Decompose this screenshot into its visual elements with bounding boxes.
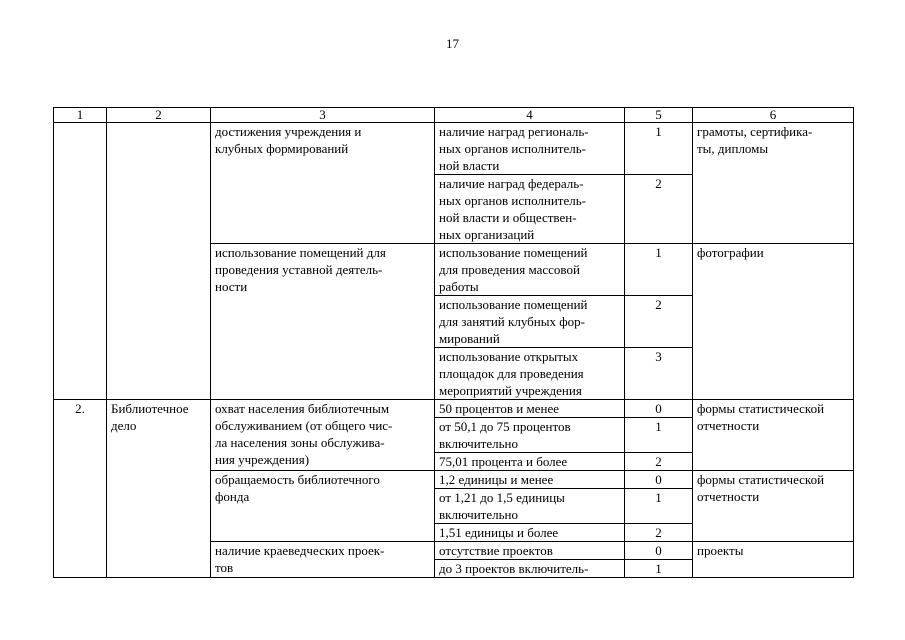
score-cell: 0 [625, 471, 693, 489]
indicator-cell: от 1,21 до 1,5 единицы включительно [435, 489, 625, 524]
section-number-cell: 2. [54, 400, 107, 578]
score-cell: 0 [625, 542, 693, 560]
header-cell: 5 [625, 108, 693, 123]
source-cell: формы статистической отчетности [693, 400, 854, 471]
indicator-cell: до 3 проектов включитель- [435, 560, 625, 578]
criterion-cell: наличие краеведческих проек- тов [211, 542, 435, 578]
score-cell: 1 [625, 418, 693, 453]
header-cell: 3 [211, 108, 435, 123]
table-cell [54, 123, 107, 400]
source-cell: проекты [693, 542, 854, 578]
indicator-cell: отсутствие проектов [435, 542, 625, 560]
criteria-table [53, 107, 854, 578]
page-number: 17 [446, 36, 459, 51]
indicator-cell: 1,51 единицы и более [435, 524, 625, 542]
indicator-cell: использование помещений для занятий клубных фор- мирований [435, 296, 625, 348]
score-cell: 2 [625, 524, 693, 542]
score-cell: 3 [625, 348, 693, 400]
criterion-cell: использование помещений для проведения уставной деятель- ности [211, 244, 435, 400]
score-cell: 2 [625, 296, 693, 348]
header-cell: 6 [693, 108, 854, 123]
criterion-cell: обращаемость библиотечного фонда [211, 471, 435, 542]
table-cell [107, 123, 211, 400]
source-cell: фотографии [693, 244, 854, 400]
score-cell: 0 [625, 400, 693, 418]
indicator-cell: 75,01 процента и более [435, 453, 625, 471]
criterion-cell: охват населения библиотечным обслуживанием (от общего чис- ла населения зоны обслужива- ния учреждения) [211, 400, 435, 471]
indicator-cell: 50 процентов и менее [435, 400, 625, 418]
header-cell: 1 [54, 108, 107, 123]
table-row [54, 123, 854, 175]
source-cell: грамоты, сертифика- ты, дипломы [693, 123, 854, 244]
header-cell: 4 [435, 108, 625, 123]
table-header-row [54, 108, 854, 123]
indicator-cell: использование открытых площадок для проведения мероприятий учреждения [435, 348, 625, 400]
score-cell: 1 [625, 560, 693, 578]
score-cell: 1 [625, 489, 693, 524]
indicator-cell: 1,2 единицы и менее [435, 471, 625, 489]
source-cell: формы статистической отчетности [693, 471, 854, 542]
indicator-cell: наличие наград региональ- ных органов исполнитель- ной власти [435, 123, 625, 175]
score-cell: 1 [625, 244, 693, 296]
indicator-cell: использование помещений для проведения массовой работы [435, 244, 625, 296]
indicator-cell: от 50,1 до 75 процентов включительно [435, 418, 625, 453]
section-name-cell: Библиотечное дело [107, 400, 211, 578]
criterion-cell: достижения учреждения и клубных формирований [211, 123, 435, 244]
table-row [54, 400, 854, 418]
indicator-cell: наличие наград федераль- ных органов исполнитель- ной власти и обществен- ных организаций [435, 175, 625, 244]
score-cell: 2 [625, 453, 693, 471]
header-cell: 2 [107, 108, 211, 123]
score-cell: 2 [625, 175, 693, 244]
score-cell: 1 [625, 123, 693, 175]
